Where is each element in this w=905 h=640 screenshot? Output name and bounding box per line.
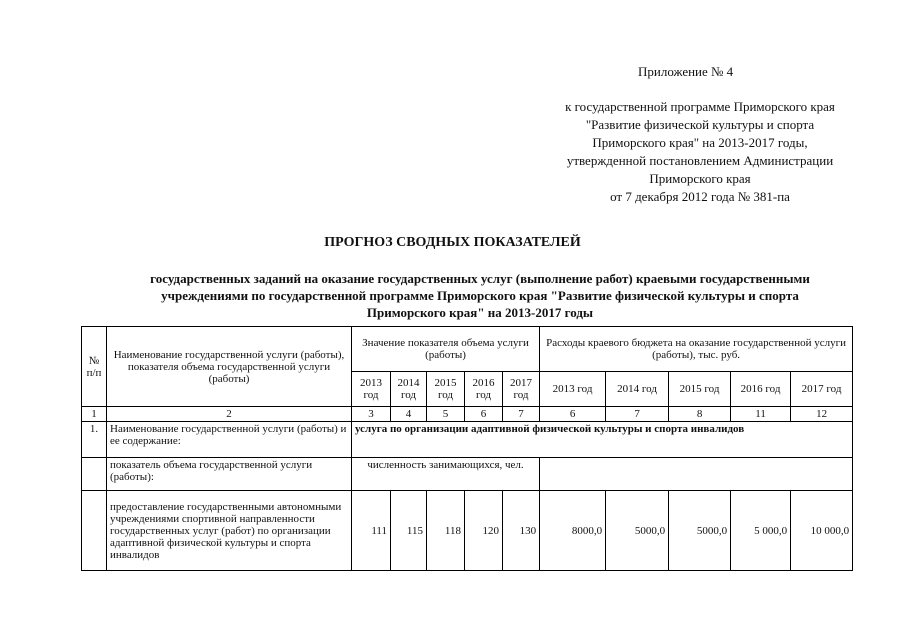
approval-line: Приморского края [649, 171, 751, 186]
service-provision-text: предоставление государственными автономными учреждениями спортивной направленности государственных услуг (работ) по организации адаптивной физической культуры и спорта инвалидов [107, 491, 352, 571]
budget-year: 2016 год [731, 372, 791, 407]
subheading-line: государственных заданий на оказание государственных услуг (выполнение работ) краевыми государственными [150, 271, 810, 286]
header-name: Наименование государственной услуги (работы), показателя объема государственной услуги (работы) [107, 327, 352, 407]
approval-line: к государственной программе Приморского края [565, 99, 835, 114]
budget-value: 5 000,0 [731, 491, 791, 571]
row-number: 1. [82, 422, 107, 458]
table-row [82, 491, 853, 571]
approval-line: "Развитие физической культуры и спорта [585, 117, 815, 132]
column-number: 4 [391, 407, 427, 422]
volume-value: 111 [352, 491, 391, 571]
header-budget-group: Расходы краевого бюджета на оказание государственной услуги (работы), тыс. руб. [540, 327, 853, 372]
table-row [82, 422, 853, 458]
table-row [82, 458, 853, 491]
service-description: услуга по организации адаптивной физической культуры и спорта инвалидов [352, 422, 853, 458]
approval-line: Приморского края" на 2013-2017 годы, [592, 135, 808, 150]
empty-cell [540, 458, 853, 491]
volume-year: 2016 год [465, 372, 503, 407]
column-number: 12 [791, 407, 853, 422]
volume-value: 120 [465, 491, 503, 571]
volume-value: 115 [391, 491, 427, 571]
volume-year: 2013 год [352, 372, 391, 407]
subheading-line: Приморского края" на 2013-2017 годы [366, 305, 594, 320]
volume-value: 118 [427, 491, 465, 571]
budget-year: 2015 год [669, 372, 731, 407]
budget-value: 5000,0 [669, 491, 731, 571]
volume-year: 2014 год [391, 372, 427, 407]
approval-line: от 7 декабря 2012 года № 381-па [610, 189, 790, 204]
column-number: 2 [107, 407, 352, 422]
volume-year: 2015 год [427, 372, 465, 407]
header-num: № п/п [82, 327, 107, 407]
volume-year: 2017 год [503, 372, 540, 407]
column-number: 1 [82, 407, 107, 422]
header-volume-group: Значение показателя объема услуги (работы) [352, 327, 540, 372]
indicator-description: численность занимающихся, чел. [352, 458, 540, 491]
appendix-title: Приложение № 4 [638, 64, 734, 79]
budget-year: 2013 год [540, 372, 606, 407]
column-numbers-row [82, 407, 853, 422]
column-number: 11 [731, 407, 791, 422]
budget-value: 5000,0 [606, 491, 669, 571]
column-number: 6 [540, 407, 606, 422]
subheading-line: учреждениями по государственной программе Приморского края "Развитие физической культуры и спорта [161, 288, 799, 303]
column-number: 6 [465, 407, 503, 422]
budget-year: 2014 год [606, 372, 669, 407]
forecast-table [81, 326, 853, 571]
column-number: 7 [503, 407, 540, 422]
empty-cell [82, 491, 107, 571]
indicator-label: показатель объема государственной услуги (работы): [107, 458, 352, 491]
budget-value: 10 000,0 [791, 491, 853, 571]
empty-cell [82, 458, 107, 491]
column-number: 3 [352, 407, 391, 422]
document-subheading [100, 270, 860, 321]
budget-value: 8000,0 [540, 491, 606, 571]
column-number: 5 [427, 407, 465, 422]
column-number: 8 [669, 407, 731, 422]
service-name-label: Наименование государственной услуги (работы) и ее содержание: [107, 422, 352, 458]
volume-value: 130 [503, 491, 540, 571]
approval-line: утвержденной постановлением Администрации [566, 153, 834, 168]
document-heading: ПРОГНОЗ СВОДНЫХ ПОКАЗАТЕЛЕЙ [324, 235, 581, 250]
budget-year: 2017 год [791, 372, 853, 407]
header-row [82, 327, 853, 372]
column-number: 7 [606, 407, 669, 422]
approval-block [540, 98, 860, 206]
